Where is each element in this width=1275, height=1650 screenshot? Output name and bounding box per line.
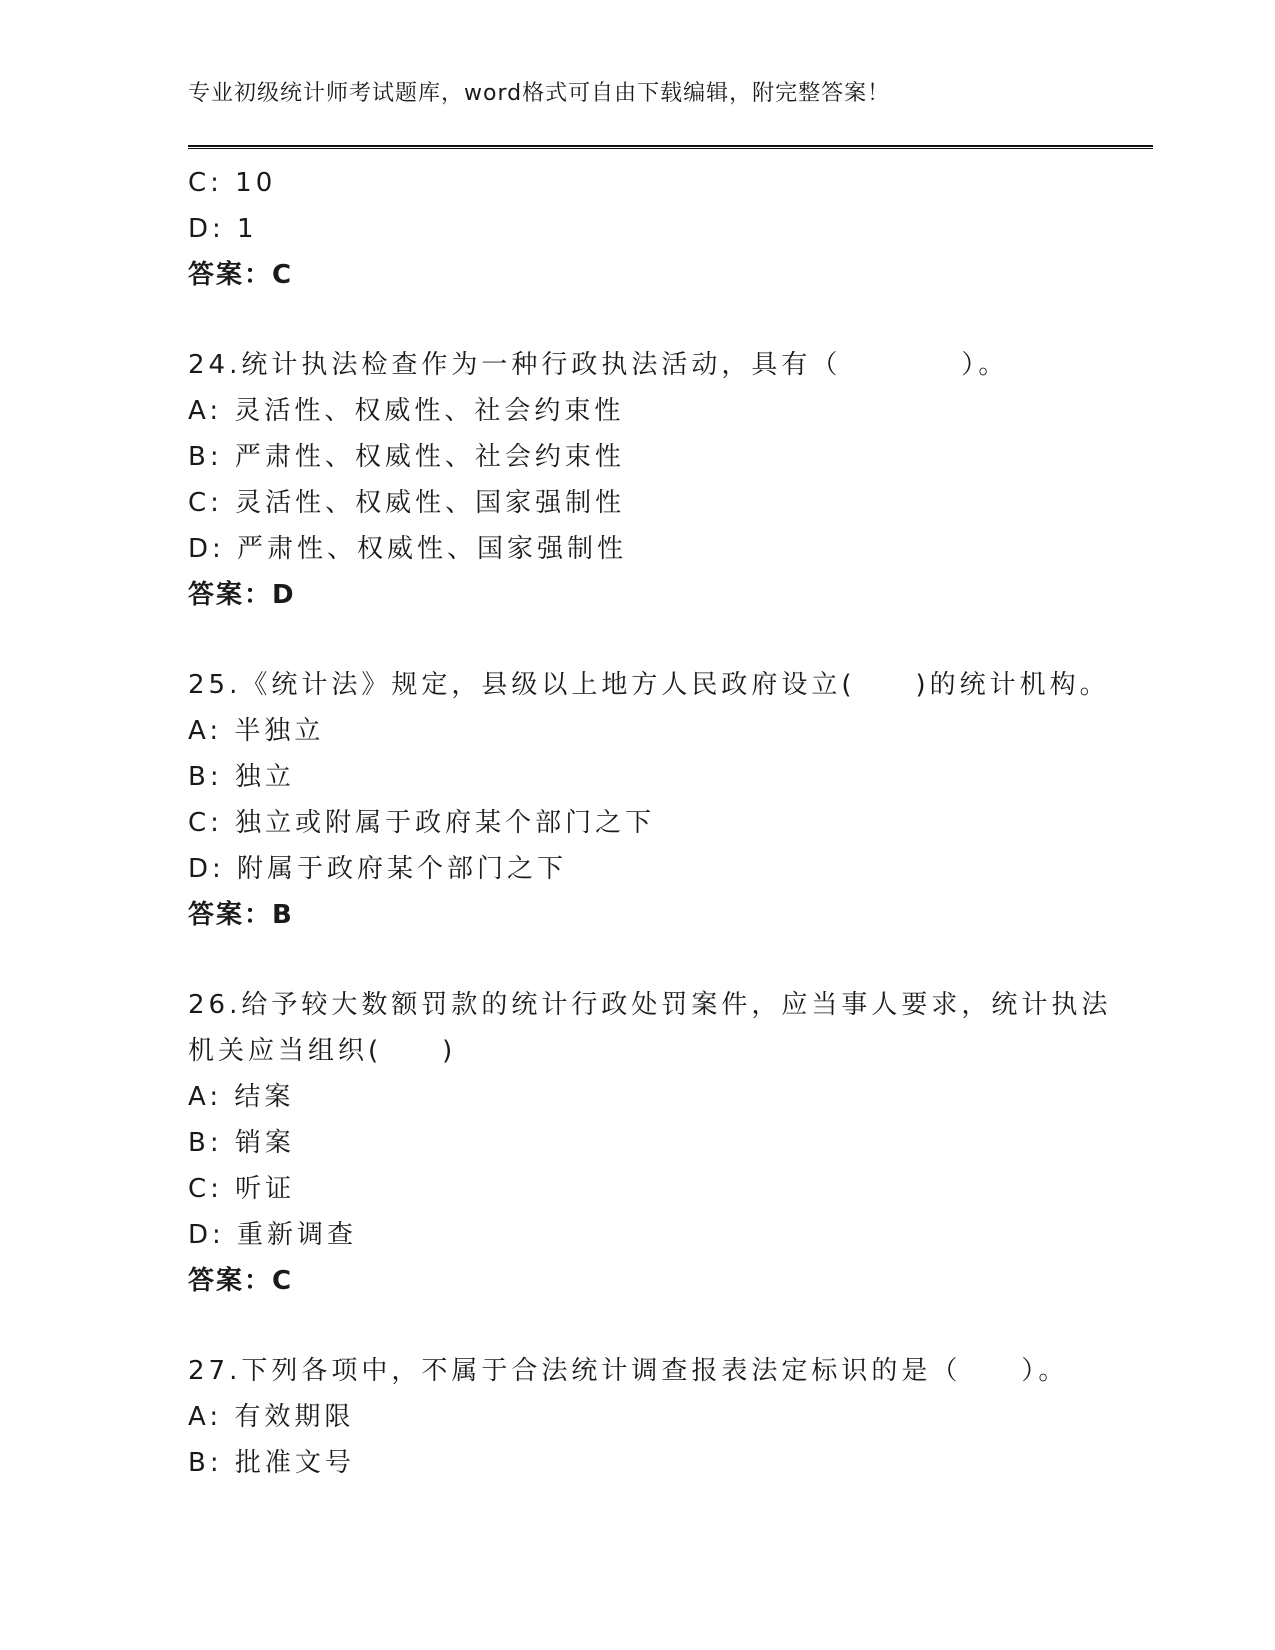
option-a: A: 有效期限 xyxy=(188,1402,355,1432)
option-d: D: 1 xyxy=(188,214,258,244)
document-body xyxy=(188,160,1112,1486)
option-b: B: 严肃性、权威性、社会约束性 xyxy=(188,442,625,472)
option-d: D: 严肃性、权威性、国家强制性 xyxy=(188,534,628,564)
spacer xyxy=(188,1304,1088,1348)
question-stem: 25.《统计法》规定，县级以上地方人民政府设立( )的统计机构。 xyxy=(188,670,1110,700)
option-c: C: 灵活性、权威性、国家强制性 xyxy=(188,488,626,518)
option-a: A: 结案 xyxy=(188,1082,295,1112)
answer-line: 答案：B xyxy=(188,900,294,930)
header-divider xyxy=(188,145,1153,149)
option-b: B: 独立 xyxy=(188,762,295,792)
option-b: B: 销案 xyxy=(188,1128,295,1158)
option-a: A: 灵活性、权威性、社会约束性 xyxy=(188,396,625,426)
answer-line: 答案：C xyxy=(188,260,294,290)
question-stem: 27.下列各项中，不属于合法统计调查报表法定标识的是（ ）。 xyxy=(188,1356,1069,1386)
answer-line: 答案：C xyxy=(188,1266,294,1296)
spacer xyxy=(188,298,1088,342)
option-d: D: 附属于政府某个部门之下 xyxy=(188,854,568,884)
answer-line: 答案：D xyxy=(188,580,296,610)
page-header: 专业初级统计师考试题库，word格式可自由下载编辑，附完整答案！ xyxy=(188,81,891,106)
question-stem-line1: 26.给予较大数额罚款的统计行政处罚案件，应当事人要求，统计执法 xyxy=(188,990,1112,1020)
question-stem-line2: 机关应当组织( ) xyxy=(188,1036,457,1066)
spacer xyxy=(188,618,1088,662)
option-b: B: 批准文号 xyxy=(188,1448,355,1478)
option-c: C: 10 xyxy=(188,168,277,198)
option-d: D: 重新调查 xyxy=(188,1220,358,1250)
spacer xyxy=(188,938,1088,982)
option-c: C: 独立或附属于政府某个部门之下 xyxy=(188,808,656,838)
option-c: C: 听证 xyxy=(188,1174,296,1204)
option-a: A: 半独立 xyxy=(188,716,325,746)
question-stem: 24.统计执法检查作为一种行政执法活动，具有（ ）。 xyxy=(188,350,1009,380)
